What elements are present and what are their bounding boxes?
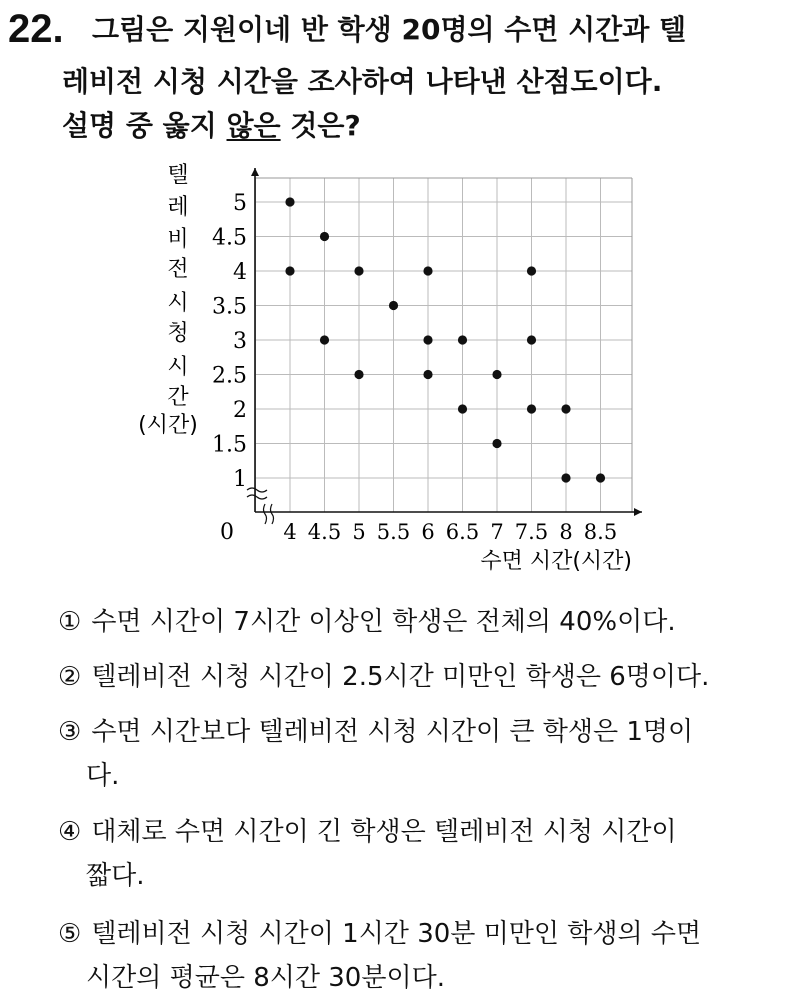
x-tick-label: 8.5 [583,520,618,544]
question-text-line3 [62,104,361,148]
x-axis-arrow [634,508,642,516]
y-tick-label: 2 [233,398,247,423]
data-point [320,335,329,344]
data-point [527,404,536,413]
data-point [561,473,570,482]
option-4-continuation: 짧다. [86,861,145,891]
option-2-text: 텔레비전 시청 시간이 2.5시간 미만인 학생은 6명이다. [91,662,710,692]
x-tick-label: 6 [421,520,435,544]
question-text-line2: 레비전 시청 시간을 조사하여 나타낸 산점도이다. [62,65,663,98]
option-4[interactable] [58,810,677,854]
data-point [527,266,536,275]
y-tick-label: 5 [233,191,247,216]
data-point [492,370,501,379]
y-axis-break-mark [247,488,267,499]
y-tick-label: 3 [233,329,247,354]
x-tick-label: 6.5 [445,520,480,544]
question-number: 22. [8,7,64,51]
option-4-text: 대체로 수면 시간이 긴 학생은 텔레비전 시청 시간이 [91,817,677,847]
option-3[interactable] [58,710,693,754]
x-tick-label: 7 [490,520,504,544]
x-tick-label: 5.5 [376,520,411,544]
option-1[interactable] [58,600,676,644]
y-axis-label-char: 레 [167,195,189,220]
data-point [389,301,398,310]
option-1-mark: ① [58,607,82,637]
data-point [492,439,501,448]
option-3-continuation: 다. [86,761,120,791]
data-point [285,197,294,206]
question-suffix: 것은? [280,109,361,142]
y-tick-label: 4 [233,260,247,285]
data-point [596,473,605,482]
option-3-text: 수면 시간보다 텔레비전 시청 시간이 큰 학생은 1명이 [91,717,694,747]
option-2-mark: ② [58,662,82,692]
option-5-text: 텔레비전 시청 시간이 1시간 30분 미만인 학생의 수면 [91,919,702,949]
y-axis-label-char: 청 [167,321,189,346]
option-1-text: 수면 시간이 7시간 이상인 학생은 전체의 40%이다. [91,607,676,637]
y-axis-label-char: 전 [167,257,189,282]
question-text-line1: 그림은 지원이네 반 학생 20명의 수면 시간과 텔 [92,13,687,46]
data-point [561,404,570,413]
option-4-mark: ④ [58,817,82,847]
y-axis-label-unit: (시간) [138,413,198,438]
x-tick-label: 8 [559,520,573,544]
data-point [458,404,467,413]
y-tick-label: 1 [233,467,247,492]
data-point [423,335,432,344]
question-prefix: 설명 중 옳지 [62,109,227,142]
y-tick-label: 4.5 [212,225,247,251]
option-5-continuation: 시간의 평균은 8시간 30분이다. [86,963,445,993]
x-axis-break-mark [264,504,274,524]
y-axis-label-char: 텔 [167,163,189,188]
data-point [458,335,467,344]
scatter-plot [120,160,660,585]
option-2[interactable] [58,655,709,699]
y-tick-label: 1.5 [212,432,247,458]
question-underlined-word: 않은 [226,109,281,142]
y-tick-label: 2.5 [212,363,247,389]
data-point [285,266,294,275]
x-tick-label: 4 [283,520,297,544]
option-5-mark: ⑤ [58,919,82,949]
y-axis-label-char: 간 [167,385,189,410]
x-tick-label: 4.5 [307,520,342,544]
option-5[interactable] [58,912,701,956]
data-point [423,266,432,275]
data-point [354,370,363,379]
y-axis-arrow [251,168,259,176]
origin-label: 0 [220,520,234,545]
x-axis-label: 수면 시간(시간) [480,549,632,574]
y-axis-label-char: 시 [167,355,189,380]
data-point [527,335,536,344]
y-tick-label: 3.5 [212,294,247,320]
y-axis-label-char: 비 [167,227,189,252]
option-3-mark: ③ [58,717,82,747]
data-point [423,370,432,379]
x-tick-label: 5 [352,520,366,544]
data-point [354,266,363,275]
data-point [320,232,329,241]
y-axis-label-char: 시 [167,291,189,316]
x-tick-label: 7.5 [514,520,549,544]
